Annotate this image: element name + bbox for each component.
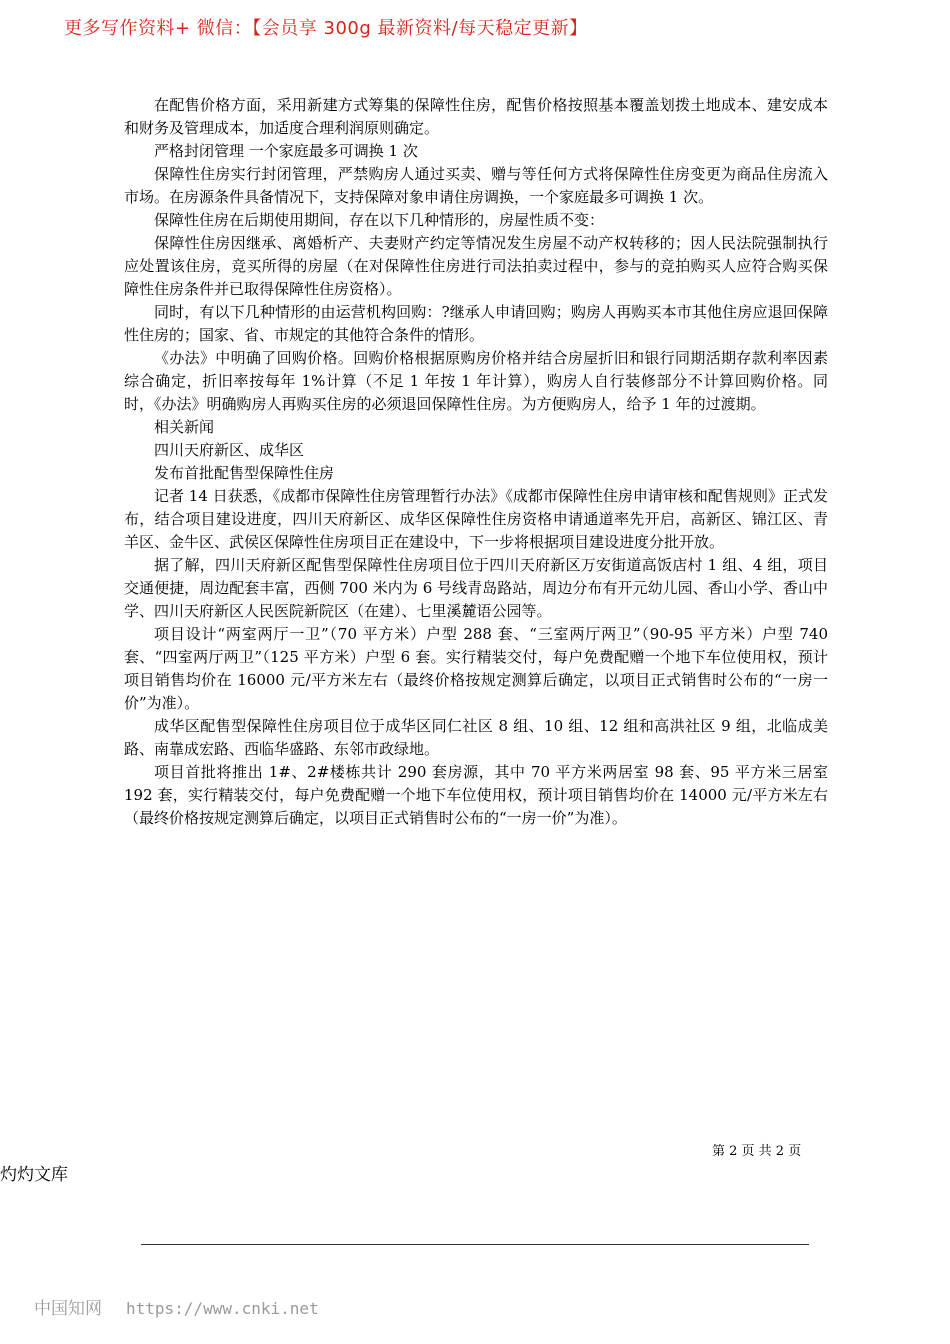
paragraph: 项目首批将推出 1#、2#楼栋共计 290 套房源，其中 70 平方米两居室 98 套、95 平方米三居室 192 套，实行精装交付，每户免费配赠一个地下车位使用权，预计项目销售均价在 14000 元/平方米左右（最终价格按规定测算后确定，以项目正式销售时公布的“一房一价”为准）。 xyxy=(124,763,828,827)
footer-divider xyxy=(141,1244,809,1245)
paragraph: 项目设计“两室两厅一卫”（70 平方米）户型 288 套、“三室两厅两卫”（90-95 平方米）户型 740 套、“四室两厅两卫”（125 平方米）户型 6 套。实行精装交付，每户免费配赠一个地下车位使用权，预计项目销售均价在 16000 元/平方米左右（最终价格按规定测算后确定，以项目正式销售时公布的“一房一价”为准）。 xyxy=(124,625,828,712)
promo-banner: 更多写作资料+ 微信：【会员享 300g 最新资料/每天稳定更新】 xyxy=(64,18,588,39)
footer-site-name: 中国知网 xyxy=(34,1299,102,1319)
paragraph: 据了解，四川天府新区配售型保障性住房项目位于四川天府新区万安街道高饭店村 1 组、4 组，项目交通便捷，周边配套丰富，西侧 700 米内为 6 号线青岛路站，周边分布有开元幼儿园、香山小学、香山中学、四川天府新区人民医院新院区（在建）、七里溪麓语公园等。 xyxy=(124,556,828,620)
news-title-line: 四川天府新区、成华区 xyxy=(154,441,305,459)
document-body xyxy=(124,94,828,830)
paragraph: 保障性住房实行封闭管理，严禁购房人通过买卖、赠与等任何方式将保障性住房变更为商品住房流入市场。在房源条件具备情况下，支持保障对象申请住房调换，一个家庭最多可调换 1 次。 xyxy=(124,165,828,206)
footer xyxy=(34,1294,319,1319)
page-number: 第 2 页 共 2 页 xyxy=(712,1144,802,1159)
news-title-line: 发布首批配售型保障性住房 xyxy=(154,464,335,482)
section-heading: 严格封闭管理 一个家庭最多可调换 1 次 xyxy=(154,142,418,160)
paragraph: 《办法》中明确了回购价格。回购价格根据原购房价格并结合房屋折旧和银行同期活期存款利率因素综合确定，折旧率按每年 1%计算（不足 1 年按 1 年计算），购房人自行装修部分不计算回购价格。同时，《办法》明确购房人再购买住房的必须退回保障性住房。为方便购房人，给予 1 年的过渡期。 xyxy=(124,349,828,413)
paragraph: 保障性住房因继承、离婚析产、夫妻财产约定等情况发生房屋不动产权转移的；因人民法院强制执行应处置该住房，竞买所得的房屋（在对保障性住房进行司法拍卖过程中，参与的竞拍购买人应符合购买保障性住房条件并已取得保障性住房资格）。 xyxy=(124,234,828,298)
paragraph: 成华区配售型保障性住房项目位于成华区同仁社区 8 组、10 组、12 组和高洪社区 9 组，北临成美路、南靠成宏路、西临华盛路、东邻市政绿地。 xyxy=(124,717,828,758)
paragraph: 保障性住房在后期使用期间，存在以下几种情形的，房屋性质不变： xyxy=(154,211,605,229)
paragraph: 记者 14 日获悉，《成都市保障性住房管理暂行办法》《成都市保障性住房申请审核和配售规则》正式发布，结合项目建设进度，四川天府新区、成华区保障性住房资格申请通道率先开启，高新区、锦江区、青羊区、金牛区、武侯区保障性住房项目正在建设中，下一步将根据项目建设进度分批开放。 xyxy=(124,487,828,551)
paragraph: 同时，有以下几种情形的由运营机构回购：?继承人申请回购；购房人再购买本市其他住房应退回保障性住房的；国家、省、市规定的其他符合条件的情形。 xyxy=(124,303,828,344)
section-heading: 相关新闻 xyxy=(154,418,215,436)
watermark-text: 灼灼文库 xyxy=(0,1165,68,1185)
paragraph: 在配售价格方面，采用新建方式筹集的保障性住房，配售价格按照基本覆盖划拨土地成本、建安成本和财务及管理成本，加适度合理利润原则确定。 xyxy=(124,96,828,137)
footer-url-link[interactable]: https://www.cnki.net xyxy=(126,1299,319,1318)
